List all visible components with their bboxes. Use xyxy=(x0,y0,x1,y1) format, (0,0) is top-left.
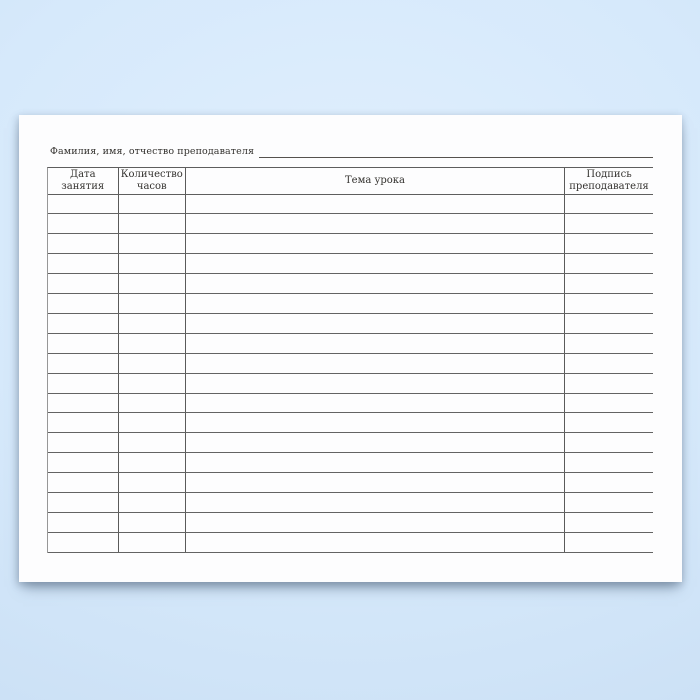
table-cell-topic xyxy=(186,314,565,333)
table-row xyxy=(48,453,653,473)
column-header-date-line2: занятия xyxy=(61,180,105,192)
table-cell-signature xyxy=(565,394,653,413)
table-row xyxy=(48,334,653,354)
table-cell-hours xyxy=(119,274,187,293)
table-cell-signature xyxy=(565,413,653,432)
table-row xyxy=(48,314,653,334)
table-cell-hours xyxy=(119,195,187,214)
teacher-name-fill-line xyxy=(259,145,653,158)
table-cell-date xyxy=(48,234,119,253)
table-cell-signature xyxy=(565,294,653,313)
column-header-date-line1: Дата xyxy=(69,169,96,181)
table-cell-hours xyxy=(119,234,187,253)
table-cell-hours xyxy=(119,413,187,432)
table-cell-topic xyxy=(186,413,565,432)
table-row xyxy=(48,254,653,274)
column-header-hours-line2: часов xyxy=(136,180,167,192)
table-cell-signature xyxy=(565,354,653,373)
table-cell-hours xyxy=(119,533,187,552)
table-cell-topic xyxy=(186,214,565,233)
column-header-hours xyxy=(119,168,187,194)
table-cell-signature xyxy=(565,533,653,552)
table-cell-topic xyxy=(186,533,565,552)
table-row xyxy=(48,294,653,314)
lessons-table xyxy=(47,167,653,553)
table-cell-topic xyxy=(186,294,565,313)
table-cell-hours xyxy=(119,294,187,313)
table-cell-hours xyxy=(119,394,187,413)
table-cell-date xyxy=(48,533,119,552)
table-cell-topic xyxy=(186,433,565,452)
column-header-hours-line1: Количество xyxy=(120,169,183,181)
table-row xyxy=(48,394,653,414)
table-cell-date xyxy=(48,334,119,353)
table-row xyxy=(48,533,653,553)
table-row xyxy=(48,433,653,453)
table-cell-date xyxy=(48,493,119,512)
table-cell-hours xyxy=(119,513,187,532)
table-cell-signature xyxy=(565,433,653,452)
table-cell-signature xyxy=(565,274,653,293)
column-header-signature-line1: Подпись xyxy=(586,169,632,181)
table-cell-date xyxy=(48,413,119,432)
table-cell-date xyxy=(48,274,119,293)
table-cell-signature xyxy=(565,374,653,393)
table-cell-date xyxy=(48,214,119,233)
table-cell-topic xyxy=(186,354,565,373)
table-cell-date xyxy=(48,394,119,413)
table-cell-hours xyxy=(119,354,187,373)
table-cell-topic xyxy=(186,195,565,214)
table-cell-hours xyxy=(119,334,187,353)
table-row xyxy=(48,195,653,215)
table-cell-topic xyxy=(186,234,565,253)
table-row xyxy=(48,473,653,493)
teacher-name-row xyxy=(50,144,653,157)
journal-page xyxy=(19,115,682,582)
table-cell-date xyxy=(48,195,119,214)
table-cell-topic xyxy=(186,513,565,532)
table-row xyxy=(48,513,653,533)
table-cell-topic xyxy=(186,254,565,273)
table-cell-signature xyxy=(565,254,653,273)
table-row xyxy=(48,413,653,433)
table-cell-date xyxy=(48,433,119,452)
teacher-name-label: Фамилия, имя, отчество преподавателя xyxy=(50,146,255,157)
table-cell-topic xyxy=(186,473,565,492)
table-cell-topic xyxy=(186,274,565,293)
table-cell-signature xyxy=(565,214,653,233)
table-cell-hours xyxy=(119,374,187,393)
table-cell-signature xyxy=(565,493,653,512)
table-row xyxy=(48,493,653,513)
table-row xyxy=(48,234,653,254)
table-cell-hours xyxy=(119,254,187,273)
table-cell-signature xyxy=(565,513,653,532)
table-cell-date xyxy=(48,374,119,393)
table-cell-signature xyxy=(565,334,653,353)
table-cell-topic xyxy=(186,493,565,512)
column-header-signature-line2: преподавателя xyxy=(569,180,649,192)
table-cell-date xyxy=(48,294,119,313)
table-row xyxy=(48,214,653,234)
table-cell-topic xyxy=(186,394,565,413)
table-cell-hours xyxy=(119,433,187,452)
table-cell-date xyxy=(48,254,119,273)
column-header-topic-line1: Тема урока xyxy=(344,175,406,187)
table-cell-hours xyxy=(119,493,187,512)
table-cell-date xyxy=(48,473,119,492)
table-cell-signature xyxy=(565,473,653,492)
table-cell-signature xyxy=(565,314,653,333)
table-cell-topic xyxy=(186,374,565,393)
table-row xyxy=(48,354,653,374)
table-cell-date xyxy=(48,354,119,373)
table-cell-topic xyxy=(186,334,565,353)
table-cell-topic xyxy=(186,453,565,472)
table-body xyxy=(48,195,653,553)
table-cell-date xyxy=(48,513,119,532)
table-header-row xyxy=(48,168,653,195)
table-row xyxy=(48,374,653,394)
table-cell-signature xyxy=(565,195,653,214)
table-cell-hours xyxy=(119,453,187,472)
column-header-topic xyxy=(186,168,565,194)
table-cell-date xyxy=(48,453,119,472)
column-header-signature xyxy=(565,168,653,194)
table-cell-hours xyxy=(119,473,187,492)
table-cell-signature xyxy=(565,453,653,472)
table-cell-signature xyxy=(565,234,653,253)
table-cell-hours xyxy=(119,214,187,233)
table-cell-hours xyxy=(119,314,187,333)
table-cell-date xyxy=(48,314,119,333)
column-header-date xyxy=(48,168,119,194)
table-row xyxy=(48,274,653,294)
